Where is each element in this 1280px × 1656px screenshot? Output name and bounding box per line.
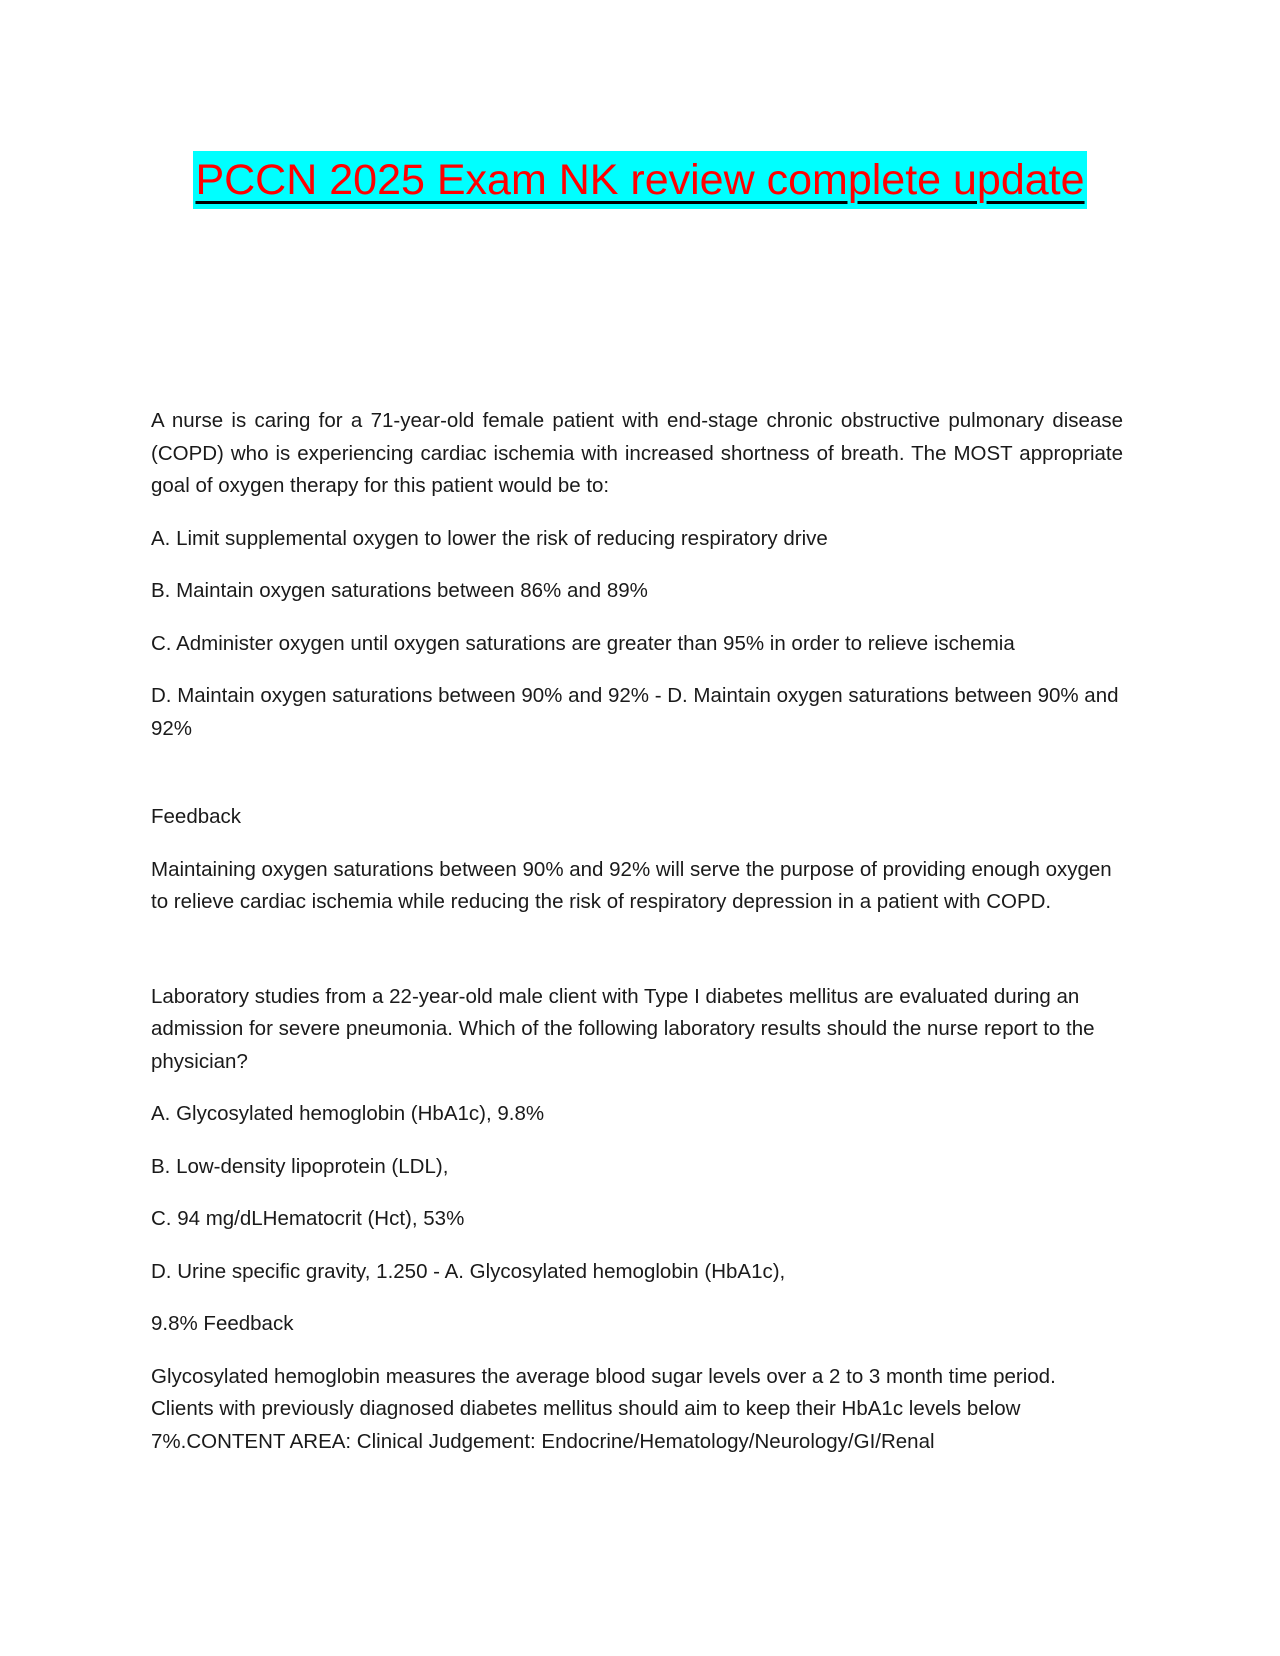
document-title: PCCN 2025 Exam NK review complete update — [193, 151, 1086, 209]
question-2-answer-tail: 9.8% Feedback — [151, 1312, 294, 1335]
question-1-option-c: C. Administer oxygen until oxygen saturations are greater than 95% in order to relieve ischemia — [151, 631, 1015, 655]
title-container — [0, 151, 1280, 209]
question-1-stem: A nurse is caring for a 71-year-old female patient with end-stage chronic obstructive pulmonary disease (COPD) who is experiencing cardiac ischemia with increased shortness of breath. The MOST appropriate goal of oxygen therapy for this patient would be to: — [151, 409, 1123, 497]
question-2-option-b: B. Low-density lipoprotein (LDL), — [151, 1154, 449, 1178]
question-1-option-b: B. Maintain oxygen saturations between 86% and 89% — [151, 579, 648, 602]
question-2-stem: Laboratory studies from a 22-year-old male client with Type I diabetes mellitus are evaluated during an admission for severe pneumonia. Which of the following laboratory results should the nurse report to the physician? — [151, 984, 1095, 1073]
document-body — [151, 405, 1123, 1478]
question-2-option-a: A. Glycosylated hemoglobin (HbA1c), 9.8% — [151, 1102, 545, 1125]
question-1-feedback-label: Feedback — [151, 805, 242, 828]
question-1-option-d: D. Maintain oxygen saturations between 90% and 92% - D. Maintain oxygen saturations between 90% and 92% — [151, 684, 1119, 740]
question-1-option-a: A. Limit supplemental oxygen to lower the risk of reducing respiratory drive — [151, 526, 828, 550]
question-2-option-d: D. Urine specific gravity, 1.250 - A. Glycosylated hemoglobin (HbA1c), — [151, 1259, 786, 1283]
question-2-option-c: C. 94 mg/dLHematocrit (Hct), 53% — [151, 1207, 465, 1230]
question-1-feedback-text: Maintaining oxygen saturations between 90% and 92% will serve the purpose of providing enough oxygen to relieve cardiac ischemia while reducing the risk of respiratory depression in a patient with COPD. — [151, 857, 1112, 913]
question-2-feedback-text: Glycosylated hemoglobin measures the average blood sugar levels over a 2 to 3 month time period. Clients with previously diagnosed diabetes mellitus should aim to keep their HbA1c levels below 7%.CONTENT AREA: Clinical Judgement: Endocrine/Hematology/Neurology/GI/Renal — [151, 1364, 1056, 1453]
